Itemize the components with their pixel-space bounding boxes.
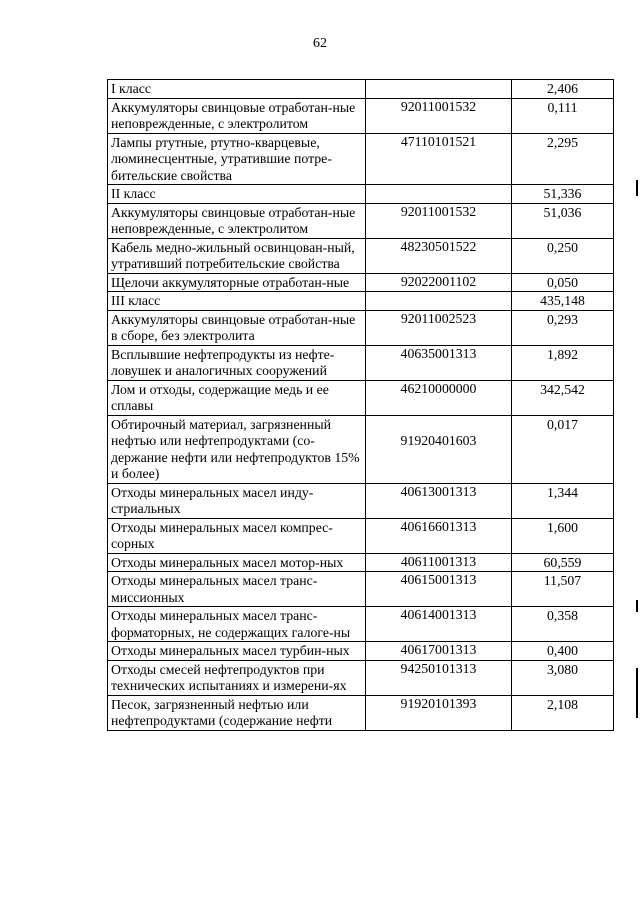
- hazard-class-cell: I класс: [108, 80, 366, 99]
- scan-edge-mark: [636, 180, 638, 196]
- amount-cell: 1,600: [512, 518, 614, 553]
- amount-cell: 2,108: [512, 695, 614, 730]
- waste-name-cell: Кабель медно-жильный освинцован-ный, утративший потребительские свойства: [108, 238, 366, 273]
- table-body: [108, 80, 614, 731]
- table-row: [108, 380, 614, 415]
- table-row: [108, 98, 614, 133]
- table-row: [108, 642, 614, 661]
- waste-name-cell: Отходы минеральных масел транс-миссионных: [108, 572, 366, 607]
- fkko-code-cell: 40635001313: [366, 345, 512, 380]
- fkko-code-cell: 92022001102: [366, 273, 512, 292]
- amount-cell: 0,050: [512, 273, 614, 292]
- table-row: [108, 483, 614, 518]
- fkko-code-cell: 40615001313: [366, 572, 512, 607]
- table-row: [108, 695, 614, 730]
- class-row: [108, 292, 614, 311]
- fkko-code-cell: 40614001313: [366, 607, 512, 642]
- fkko-code-cell: 92011001532: [366, 98, 512, 133]
- waste-name-cell: Отходы минеральных масел мотор-ных: [108, 553, 366, 572]
- class-row: [108, 80, 614, 99]
- scan-edge-mark: [636, 668, 638, 718]
- table-row: [108, 203, 614, 238]
- hazard-class-cell: II класс: [108, 185, 366, 204]
- amount-cell: 0,017: [512, 415, 614, 483]
- fkko-code-cell: [366, 80, 512, 99]
- class-row: [108, 185, 614, 204]
- amount-cell: 3,080: [512, 660, 614, 695]
- waste-table: [107, 79, 614, 731]
- table-row: [108, 273, 614, 292]
- fkko-code-cell: 92011001532: [366, 203, 512, 238]
- amount-cell: 1,892: [512, 345, 614, 380]
- fkko-code-cell: 91920401603: [366, 415, 512, 483]
- fkko-code-cell: 40616601313: [366, 518, 512, 553]
- fkko-code-cell: 94250101313: [366, 660, 512, 695]
- waste-name-cell: Лампы ртутные, ртутно-кварцевые, люминесцентные, утратившие потре-бительские свойства: [108, 133, 366, 185]
- amount-cell: 342,542: [512, 380, 614, 415]
- amount-cell: 51,036: [512, 203, 614, 238]
- waste-name-cell: Лом и отходы, содержащие медь и ее сплавы: [108, 380, 366, 415]
- amount-cell: 0,400: [512, 642, 614, 661]
- fkko-code-cell: 47110101521: [366, 133, 512, 185]
- fkko-code-cell: [366, 185, 512, 204]
- fkko-code-cell: 91920101393: [366, 695, 512, 730]
- table-row: [108, 345, 614, 380]
- fkko-code-cell: 40613001313: [366, 483, 512, 518]
- table-row: [108, 518, 614, 553]
- fkko-code-cell: 46210000000: [366, 380, 512, 415]
- fkko-code-cell: 40611001313: [366, 553, 512, 572]
- hazard-class-cell: III класс: [108, 292, 366, 311]
- fkko-code-cell: 48230501522: [366, 238, 512, 273]
- waste-name-cell: Обтирочный материал, загрязненный нефтью или нефтепродуктами (со-держание нефти или нефтепродуктов 15% и более): [108, 415, 366, 483]
- fkko-code-cell: 92011002523: [366, 310, 512, 345]
- table-row: [108, 415, 614, 483]
- page-number: 62: [313, 36, 327, 51]
- waste-name-cell: Аккумуляторы свинцовые отработан-ные в сборе, без электролита: [108, 310, 366, 345]
- table-row: [108, 238, 614, 273]
- amount-cell: 0,358: [512, 607, 614, 642]
- amount-cell: 1,344: [512, 483, 614, 518]
- scan-edge-mark: [636, 600, 638, 612]
- amount-cell: 51,336: [512, 185, 614, 204]
- table-row: [108, 660, 614, 695]
- amount-cell: 0,250: [512, 238, 614, 273]
- waste-name-cell: Отходы минеральных масел транс-форматорных, не содержащих галоге-ны: [108, 607, 366, 642]
- amount-cell: 0,293: [512, 310, 614, 345]
- waste-name-cell: Аккумуляторы свинцовые отработан-ные неповрежденные, с электролитом: [108, 98, 366, 133]
- fkko-code-cell: [366, 292, 512, 311]
- amount-cell: 11,507: [512, 572, 614, 607]
- fkko-code-cell: 40617001313: [366, 642, 512, 661]
- table-row: [108, 572, 614, 607]
- waste-name-cell: Всплывшие нефтепродукты из нефте-ловушек и аналогичных сооружений: [108, 345, 366, 380]
- waste-name-cell: Песок, загрязненный нефтью или нефтепродуктами (содержание нефти: [108, 695, 366, 730]
- table-row: [108, 310, 614, 345]
- waste-name-cell: Отходы минеральных масел турбин-ных: [108, 642, 366, 661]
- waste-name-cell: Аккумуляторы свинцовые отработан-ные неповрежденные, с электролитом: [108, 203, 366, 238]
- amount-cell: 2,406: [512, 80, 614, 99]
- table-row: [108, 607, 614, 642]
- amount-cell: 0,111: [512, 98, 614, 133]
- waste-name-cell: Щелочи аккумуляторные отработан-ные: [108, 273, 366, 292]
- amount-cell: 435,148: [512, 292, 614, 311]
- waste-name-cell: Отходы минеральных масел компрес-сорных: [108, 518, 366, 553]
- waste-name-cell: Отходы минеральных масел инду-стриальных: [108, 483, 366, 518]
- table-row: [108, 133, 614, 185]
- table-row: [108, 553, 614, 572]
- amount-cell: 2,295: [512, 133, 614, 185]
- waste-name-cell: Отходы смесей нефтепродуктов при технических испытаниях и измерени-ях: [108, 660, 366, 695]
- amount-cell: 60,559: [512, 553, 614, 572]
